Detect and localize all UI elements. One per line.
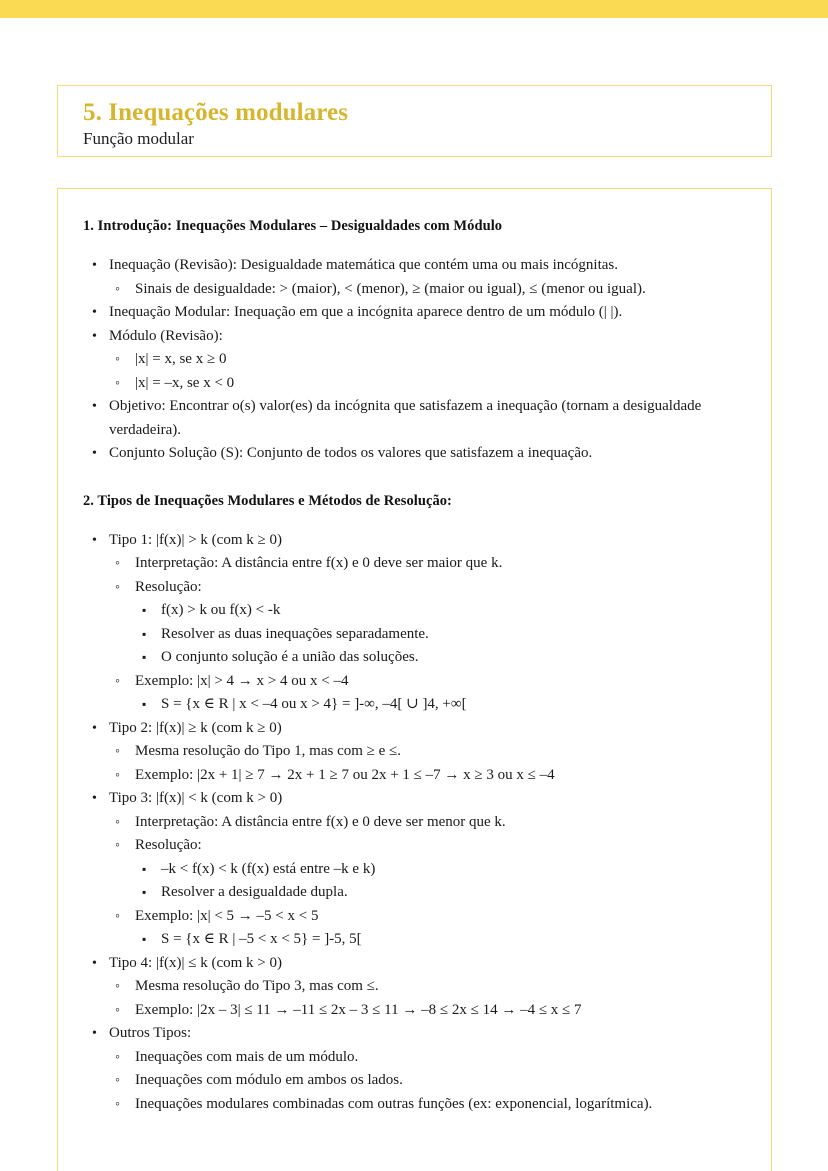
list-item-label: ◦ |x| = x, se x ≥ 0 [135, 348, 749, 372]
list-item [109, 576, 749, 670]
list-item [109, 552, 749, 576]
list-item-label: ▪ S = {x ∈ R | x < –4 ou x > 4} = ]-∞, –4[ ∪ ]4, +∞[ [161, 693, 749, 717]
section-heading: 1. Introdução: Inequações Modulares – Desigualdades com Módulo [83, 218, 503, 234]
list-item [109, 999, 749, 1023]
list-item-label: ◦ Mesma resolução do Tipo 3, mas com ≤. [135, 975, 749, 999]
content-box [57, 188, 772, 1171]
content-root [83, 217, 749, 1116]
list-item-label: ◦ Interpretação: A distância entre f(x) e 0 deve ser menor que k. [135, 811, 749, 835]
list-item-label: ◦ Exemplo: |2x – 3| ≤ 11 → –11 ≤ 2x – 3 ≤ 11 → –8 ≤ 2x ≤ 14 → –4 ≤ x ≤ 7 [135, 999, 749, 1023]
list-item [135, 693, 749, 717]
section-heading: 2. Tipos de Inequações Modulares e Métodos de Resolução: [83, 492, 452, 509]
list-item [135, 858, 749, 882]
list-item-label: • Módulo (Revisão): [109, 325, 749, 349]
bullet-list-level-2 [109, 740, 749, 787]
list-item [83, 1022, 749, 1116]
list-item [83, 787, 749, 952]
list-item-label: ◦ Inequações modulares combinadas com outras funções (ex: exponencial, logarítmica). [135, 1093, 749, 1117]
page-title: 5. Inequações modulares [83, 99, 349, 126]
list-item [83, 442, 749, 466]
list-item-label: ◦ |x| = –x, se x < 0 [135, 372, 749, 396]
list-item-label: ◦ Resolução: [135, 834, 749, 858]
list-item [109, 740, 749, 764]
bullet-list-level-2 [109, 278, 749, 302]
list-item-label: ◦ Exemplo: |x| < 5 → –5 < x < 5 [135, 905, 749, 929]
bullet-list-level-2 [109, 552, 749, 717]
list-item [83, 952, 749, 1023]
list-item [109, 348, 749, 372]
bullet-list-level-2 [109, 1046, 749, 1117]
list-item-label: • Tipo 2: |f(x)| ≥ k (com k ≥ 0) [109, 717, 749, 741]
list-item [109, 278, 749, 302]
list-item [109, 764, 749, 788]
page-subtitle: Função modular [83, 129, 194, 148]
list-item-label: ▪ f(x) > k ou f(x) < -k [161, 599, 749, 623]
list-item-label: ◦ Sinais de desigualdade: > (maior), < (menor), ≥ (maior ou igual), ≤ (menor ou igual). [135, 278, 749, 302]
list-item [83, 717, 749, 788]
list-item-label: ▪ Resolver as duas inequações separadamente. [161, 623, 749, 647]
list-item-label: • Inequação Modular: Inequação em que a incógnita aparece dentro de um módulo (| |). [109, 301, 749, 325]
list-item-label: • Tipo 4: |f(x)| ≤ k (com k > 0) [109, 952, 749, 976]
list-item-label: ◦ Mesma resolução do Tipo 1, mas com ≥ e ≤. [135, 740, 749, 764]
list-item [83, 395, 749, 442]
list-item [109, 372, 749, 396]
top-accent-bar [0, 0, 828, 18]
list-item [135, 928, 749, 952]
list-item-label: ▪ S = {x ∈ R | –5 < x < 5} = ]-5, 5[ [161, 928, 749, 952]
title-box [57, 85, 772, 157]
list-item-label: ◦ Resolução: [135, 576, 749, 600]
list-item [109, 811, 749, 835]
list-item [135, 881, 749, 905]
list-item [109, 975, 749, 999]
list-item [135, 646, 749, 670]
bullet-list-level-3 [135, 693, 749, 717]
list-item-label: • Inequação (Revisão): Desigualdade matemática que contém uma ou mais incógnitas. [109, 254, 749, 278]
bullet-list-level-1 [83, 254, 749, 466]
list-item [109, 905, 749, 952]
list-item-label: ◦ Exemplo: |2x + 1| ≥ 7 → 2x + 1 ≥ 7 ou 2x + 1 ≤ –7 → x ≥ 3 ou x ≤ –4 [135, 764, 749, 788]
list-item [83, 301, 749, 325]
list-item-label: ▪ O conjunto solução é a união das soluções. [161, 646, 749, 670]
bullet-list-level-2 [109, 348, 749, 395]
bullet-list-level-3 [135, 858, 749, 905]
list-item [83, 529, 749, 717]
list-item [109, 1069, 749, 1093]
list-item-label: ◦ Interpretação: A distância entre f(x) e 0 deve ser maior que k. [135, 552, 749, 576]
bullet-list-level-3 [135, 928, 749, 952]
bullet-list-level-2 [109, 811, 749, 952]
list-item-label: ◦ Inequações com módulo em ambos os lados. [135, 1069, 749, 1093]
bullet-list-level-3 [135, 599, 749, 670]
bullet-list-level-2 [109, 975, 749, 1022]
list-item [109, 670, 749, 717]
list-item [109, 1046, 749, 1070]
bullet-list-level-1 [83, 529, 749, 1117]
list-item [83, 325, 749, 396]
list-item [135, 623, 749, 647]
list-item-label: • Outros Tipos: [109, 1022, 749, 1046]
list-item-label: ◦ Inequações com mais de um módulo. [135, 1046, 749, 1070]
list-item-label: • Objetivo: Encontrar o(s) valor(es) da incógnita que satisfazem a inequação (tornam a desigualdade verdadeira). [109, 395, 749, 442]
list-item [109, 1093, 749, 1117]
list-item-label: • Tipo 3: |f(x)| < k (com k > 0) [109, 787, 749, 811]
list-item-label: ▪ Resolver a desigualdade dupla. [161, 881, 749, 905]
list-item-label: ▪ –k < f(x) < k (f(x) está entre –k e k) [161, 858, 749, 882]
list-item-label: • Conjunto Solução (S): Conjunto de todos os valores que satisfazem a inequação. [109, 442, 749, 466]
list-item-label: ◦ Exemplo: |x| > 4 → x > 4 ou x < –4 [135, 670, 749, 694]
list-item [109, 834, 749, 905]
list-item-label: • Tipo 1: |f(x)| > k (com k ≥ 0) [109, 529, 749, 553]
document-page [0, 18, 828, 1171]
list-item [83, 254, 749, 301]
list-item [135, 599, 749, 623]
